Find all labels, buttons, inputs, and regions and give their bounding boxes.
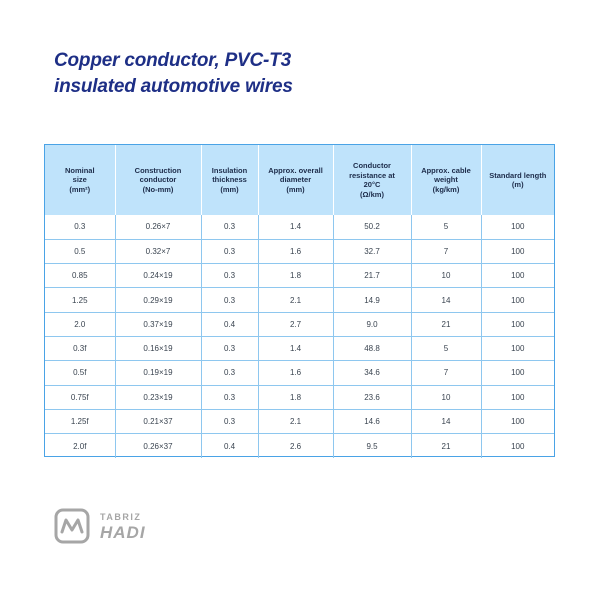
- table-body: [45, 215, 554, 458]
- table-row: [45, 215, 554, 239]
- table-cell: 2.7: [258, 312, 333, 336]
- table-cell: 34.6: [333, 361, 411, 385]
- table-cell: 0.3: [201, 336, 258, 360]
- table-cell: 0.32×7: [115, 239, 201, 263]
- table-cell: 9.0: [333, 312, 411, 336]
- column-header-line: (No-mm): [142, 184, 174, 194]
- table-cell: 1.25f: [45, 409, 115, 433]
- column-header-line: weight: [434, 175, 458, 185]
- table-cell: 9.5: [333, 434, 411, 458]
- table-cell: 0.75f: [45, 385, 115, 409]
- table-cell: 10: [411, 385, 481, 409]
- column-header-line: Nominal: [64, 165, 95, 175]
- table-cell: 0.26×7: [115, 215, 201, 239]
- table-cell: 2.6: [258, 434, 333, 458]
- column-header-line: size: [72, 175, 87, 185]
- table-cell: 100: [481, 409, 554, 433]
- column-header-line: (Ω/km): [360, 189, 384, 199]
- specifications-table-container: [44, 144, 555, 457]
- column-header-line: (m): [511, 180, 524, 189]
- table-cell: 10: [411, 264, 481, 288]
- table-cell: 14: [411, 409, 481, 433]
- table-cell: 7: [411, 239, 481, 263]
- table-cell: 2.0f: [45, 434, 115, 458]
- table-cell: 0.3: [201, 409, 258, 433]
- table-cell: 100: [511, 222, 525, 232]
- table-cell: 100: [481, 361, 554, 385]
- table-cell: 1.4: [258, 336, 333, 360]
- table-cell: 14: [411, 288, 481, 312]
- table-cell: 1.25: [45, 288, 115, 312]
- table-cell: 0.3: [201, 288, 258, 312]
- table-cell: 1.8: [258, 264, 333, 288]
- table-header: [45, 145, 554, 215]
- column-header: [201, 145, 258, 215]
- table-row: [45, 264, 554, 288]
- table-header-row: [45, 145, 554, 215]
- table-cell: 0.3f: [45, 336, 115, 360]
- tabriz-hadi-logo-icon: [54, 508, 90, 544]
- table-cell: 0.3: [201, 215, 258, 239]
- table-cell: 0.29×19: [115, 288, 201, 312]
- table-cell: 14.6: [333, 409, 411, 433]
- table-row: [45, 288, 554, 312]
- table-row: [45, 409, 554, 433]
- table-cell: 100: [481, 288, 554, 312]
- table-cell: 1.8: [258, 385, 333, 409]
- table-cell: 0.19×19: [115, 361, 201, 385]
- table-cell: 0.24×19: [115, 264, 201, 288]
- table-row: [45, 385, 554, 409]
- table-cell: 0.3: [201, 385, 258, 409]
- column-header-line: 20°C: [363, 180, 381, 189]
- table-cell: 0.5: [45, 239, 115, 263]
- column-header: [481, 145, 554, 215]
- column-header-line: (kg/km): [432, 184, 460, 194]
- table-row: [45, 361, 554, 385]
- table-cell: 0.37×19: [115, 312, 201, 336]
- table-cell: 0.16×19: [115, 336, 201, 360]
- table-cell: 0.4: [201, 312, 258, 336]
- table-cell: 48.8: [333, 336, 411, 360]
- table-row: [45, 239, 554, 263]
- table-cell: 100: [481, 312, 554, 336]
- table-cell: 100: [481, 385, 554, 409]
- table-cell: 0.3: [201, 361, 258, 385]
- table-cell: 21: [411, 434, 481, 458]
- column-header-line: (mm): [220, 184, 239, 194]
- table-cell: 100: [481, 264, 554, 288]
- column-header: [333, 145, 411, 215]
- table-cell: 50.2: [333, 215, 411, 239]
- column-header-line: conductor: [139, 175, 177, 185]
- table-cell: 5: [411, 215, 481, 239]
- column-header-line: (mm²): [69, 184, 91, 194]
- column-header-line: Approx. cable: [421, 165, 471, 175]
- table-row: [45, 434, 554, 458]
- table-cell: 100: [481, 239, 554, 263]
- table-cell: 1.6: [258, 361, 333, 385]
- column-header-line: thickness: [212, 175, 247, 185]
- page-title-line-2: insulated automotive wires: [54, 76, 293, 97]
- table-cell: 2.1: [258, 409, 333, 433]
- table-cell: 32.7: [333, 239, 411, 263]
- logo-text-tabriz: TABRIZ: [100, 512, 142, 522]
- table-row: [45, 336, 554, 360]
- table-cell: 23.6: [333, 385, 411, 409]
- table-cell: 21: [411, 312, 481, 336]
- table-cell: 0.85: [45, 264, 115, 288]
- column-header-line: (mm): [286, 184, 305, 194]
- table-cell: 1.6: [258, 239, 333, 263]
- column-header-line: resistance at: [349, 170, 395, 180]
- table-cell: 0.21×37: [115, 409, 201, 433]
- table-cell: 0.26×37: [115, 434, 201, 458]
- table-cell: 0.5f: [45, 361, 115, 385]
- table-cell: 1.4: [258, 215, 333, 239]
- company-logo: [54, 508, 174, 548]
- table-cell: 100: [481, 336, 554, 360]
- column-header: [115, 145, 201, 215]
- logo-text-hadi: HADI: [100, 523, 146, 542]
- table-cell: 0.3: [45, 215, 115, 239]
- column-header: [45, 145, 115, 215]
- table-cell: 0.4: [201, 434, 258, 458]
- table-cell: 0.23×19: [115, 385, 201, 409]
- column-header-line: Standard length: [489, 170, 547, 180]
- column-header-line: Insulation: [211, 165, 248, 175]
- table-cell: 5: [411, 336, 481, 360]
- page-title: [54, 48, 293, 100]
- table-cell: 14.9: [333, 288, 411, 312]
- specifications-table: [45, 145, 554, 458]
- table-cell: 7: [411, 361, 481, 385]
- column-header-line: Approx. overall: [268, 165, 323, 175]
- column-header-line: diameter: [279, 175, 312, 185]
- table-cell: 2.1: [258, 288, 333, 312]
- table-cell: 2.0: [45, 312, 115, 336]
- page-title-line-1: Copper conductor, PVC-T3: [54, 50, 291, 71]
- table-cell: 21.7: [333, 264, 411, 288]
- column-header: [411, 145, 481, 215]
- column-header-line: Conductor: [353, 161, 391, 170]
- column-header-line: Construction: [134, 165, 182, 175]
- table-cell: 0.3: [201, 239, 258, 263]
- table-cell: 0.3: [201, 264, 258, 288]
- table-cell: 100: [481, 434, 554, 458]
- column-header: [258, 145, 333, 215]
- table-row: [45, 312, 554, 336]
